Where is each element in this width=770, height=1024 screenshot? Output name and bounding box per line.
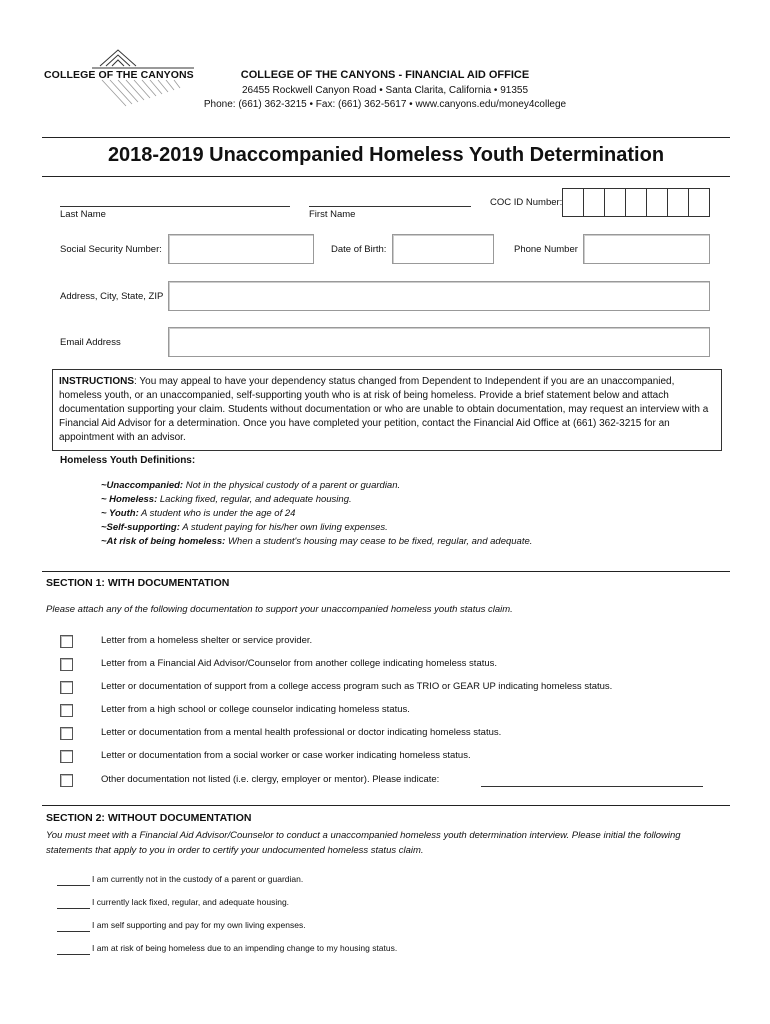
definition-item (101, 508, 295, 519)
title-top-rule (42, 137, 730, 138)
instructions-text: : You may appeal to have your dependency status changed from Dependent to Independent if you are an unaccompanied, homeless youth, or an unaccompanied, self-supporting youth who is at risk of being homeless. Provide a brief statement below and attach documentation supporting your claim. Students without documentation or who are unable to obtain documentation, may request an interview with a Financial Aid Advisor for a determination. Once you have completed your petition, contact the Financial Aid Office at (661) 362-3215 for an appointment with an advisor. (59, 376, 709, 443)
ssn-label: Social Security Number: (60, 244, 162, 255)
definition-text: Not in the physical custody of a parent or guardian. (183, 480, 401, 491)
definition-term: ~ Youth: (101, 508, 139, 519)
definition-term: ~At risk of being homeless: (101, 536, 226, 547)
doc-option-label: Letter or documentation from a mental health professional or doctor indicating homeless status. (101, 727, 502, 738)
doc-checkbox[interactable] (60, 704, 73, 717)
section2-heading: SECTION 2: WITHOUT DOCUMENTATION (46, 812, 252, 824)
address-input[interactable] (168, 281, 710, 311)
definition-text: A student paying for his/her own living expenses. (179, 522, 388, 533)
section2-note: You must meet with a Financial Aid Advisor/Counselor to conduct a unaccompanied homeless youth determination interview. Please initial the following statements that apply to you in order to certify your undocumented homeless status claim. (46, 830, 681, 856)
definition-item (101, 480, 400, 491)
doc-checkbox[interactable] (60, 727, 73, 740)
last-name-label: Last Name (60, 209, 106, 220)
coc-id-cell[interactable] (646, 188, 668, 217)
doc-checkbox[interactable] (60, 635, 73, 648)
definition-term: ~Unaccompanied: (101, 480, 184, 491)
section2-rule (42, 805, 730, 806)
initial-field[interactable] (57, 954, 90, 955)
definition-term: ~ Homeless: (101, 494, 158, 505)
doc-option-label: Letter from a Financial Aid Advisor/Counselor from another college indicating homeless status. (101, 658, 498, 669)
section1-heading: SECTION 1: WITH DOCUMENTATION (46, 577, 230, 589)
definition-text: A student who is under the age of 24 (138, 508, 296, 519)
last-name-field[interactable] (60, 206, 290, 207)
definitions-heading: Homeless Youth Definitions: (60, 455, 196, 466)
statement-label: I am at risk of being homeless due to an impending change to my housing status. (92, 943, 398, 953)
doc-option-label: Letter from a high school or college counselor indicating homeless status. (101, 704, 410, 715)
coc-id-cell[interactable] (604, 188, 626, 217)
address-label: Address, City, State, ZIP (60, 291, 164, 302)
coc-id-cell[interactable] (583, 188, 605, 217)
coc-id-cell[interactable] (688, 188, 710, 217)
definition-text: Lacking fixed, regular, and adequate housing. (157, 494, 352, 505)
phone-input[interactable] (583, 234, 710, 264)
dob-input[interactable] (392, 234, 494, 264)
office-contact: Phone: (661) 362-3215 • Fax: (661) 362-5617 • www.canyons.edu/money4college (203, 99, 567, 110)
doc-option-label: Letter from a homeless shelter or service provider. (101, 635, 313, 646)
statement-label: I am currently not in the custody of a parent or guardian. (92, 874, 304, 884)
coc-id-label: COC ID Number: (490, 197, 563, 208)
definition-item (101, 522, 388, 533)
ssn-input[interactable] (168, 234, 314, 264)
section1-note: Please attach any of the following documentation to support your unaccompanied homeless youth status claim. (46, 604, 513, 615)
doc-checkbox[interactable] (60, 750, 73, 763)
doc-option-label: Other documentation not listed (i.e. clergy, employer or mentor). Please indicate: (101, 774, 440, 785)
statement-label: I am self supporting and pay for my own living expenses. (92, 920, 306, 930)
definition-item (101, 536, 532, 547)
initial-field[interactable] (57, 908, 90, 909)
page-title: 2018-2019 Unaccompanied Homeless Youth Determination (107, 144, 665, 166)
doc-checkbox[interactable] (60, 658, 73, 671)
doc-checkbox[interactable] (60, 774, 73, 787)
logo-text: COLLEGE OF THE CANYONS (44, 69, 194, 81)
other-documentation-field[interactable] (481, 786, 703, 787)
initial-field[interactable] (57, 931, 90, 932)
email-label: Email Address (60, 337, 121, 348)
doc-checkbox[interactable] (60, 681, 73, 694)
definition-term: ~Self-supporting: (101, 522, 180, 533)
statement-label: I currently lack fixed, regular, and adequate housing. (92, 897, 290, 907)
dob-label: Date of Birth: (331, 244, 387, 255)
phone-label: Phone Number (514, 244, 578, 255)
coc-id-cell[interactable] (625, 188, 647, 217)
instructions-label: INSTRUCTIONS (59, 376, 134, 387)
office-name: COLLEGE OF THE CANYONS - FINANCIAL AID OFFICE (240, 69, 530, 81)
title-bottom-rule (42, 176, 730, 177)
first-name-field[interactable] (309, 206, 471, 207)
instructions-box (52, 369, 722, 451)
first-name-label: First Name (309, 209, 356, 220)
definition-text: When a student's housing may cease to be fixed, regular, and adequate. (225, 536, 533, 547)
definition-item (101, 494, 352, 505)
office-address: 26455 Rockwell Canyon Road • Santa Clarita, California • 91355 (241, 85, 529, 96)
email-input[interactable] (168, 327, 710, 357)
doc-option-label: Letter or documentation of support from a college access program such as TRIO or GEAR UP indicating homeless status. (101, 681, 613, 692)
coc-id-cell[interactable] (562, 188, 584, 217)
doc-option-label: Letter or documentation from a social worker or case worker indicating homeless status. (101, 750, 471, 761)
coc-id-cell[interactable] (667, 188, 689, 217)
section1-rule (42, 571, 730, 572)
initial-field[interactable] (57, 885, 90, 886)
